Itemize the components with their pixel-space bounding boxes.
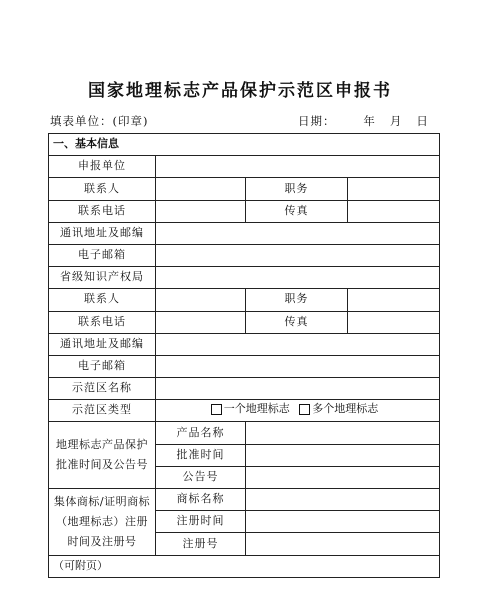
- fax-field[interactable]: [348, 200, 440, 222]
- product-name-label: 产品名称: [156, 422, 246, 444]
- provincial-ip-office-field[interactable]: [156, 267, 440, 289]
- contact-person-field[interactable]: [156, 178, 246, 200]
- contact-person-label: 联系人: [49, 178, 156, 200]
- office-address-zip-field[interactable]: [156, 333, 440, 355]
- appendix-note: （可附页）: [49, 555, 440, 577]
- office-email-field[interactable]: [156, 355, 440, 377]
- office-fax-label: 传真: [246, 311, 348, 333]
- section-basic-info: 一、基本信息: [49, 134, 440, 156]
- position-label: 职务: [246, 178, 348, 200]
- approval-time-field[interactable]: [246, 444, 440, 466]
- trademark-name-label: 商标名称: [156, 489, 246, 511]
- office-fax-field[interactable]: [348, 311, 440, 333]
- applicant-unit-label: 申报单位: [49, 156, 156, 178]
- applicant-unit-field[interactable]: [156, 156, 440, 178]
- office-contact-phone-field[interactable]: [156, 311, 246, 333]
- office-contact-phone-label: 联系电话: [49, 311, 156, 333]
- product-name-field[interactable]: [246, 422, 440, 444]
- registration-no-label: 注册号: [156, 533, 246, 555]
- email-label: 电子邮箱: [49, 244, 156, 266]
- trademark-name-field[interactable]: [246, 489, 440, 511]
- date-label: 日期： 年 月 日: [298, 114, 429, 128]
- zone-name-field[interactable]: [156, 378, 440, 400]
- zone-name-label: 示范区名称: [49, 378, 156, 400]
- office-address-zip-label: 通讯地址及邮编: [49, 333, 156, 355]
- multiple-gi-checkbox[interactable]: [299, 404, 310, 415]
- zone-type-options: [156, 400, 440, 422]
- registration-time-label: 注册时间: [156, 511, 246, 533]
- filling-unit-label: 填表单位：(印章): [50, 114, 149, 128]
- zone-type-label: 示范区类型: [49, 400, 156, 422]
- address-zip-label: 通讯地址及邮编: [49, 222, 156, 244]
- single-gi-checkbox[interactable]: [211, 404, 222, 415]
- trademark-label: 集体商标/证明商标（地理标志）注册时间及注册号: [49, 489, 156, 556]
- announcement-no-label: 公告号: [156, 466, 246, 488]
- announcement-no-field[interactable]: [246, 466, 440, 488]
- office-position-label: 职务: [246, 289, 348, 311]
- application-form-table: [48, 133, 440, 578]
- approval-time-label: 批准时间: [156, 444, 246, 466]
- office-contact-person-label: 联系人: [49, 289, 156, 311]
- registration-no-field[interactable]: [246, 533, 440, 555]
- single-gi-label: 一个地理标志: [223, 401, 290, 415]
- position-field[interactable]: [348, 178, 440, 200]
- office-contact-person-field[interactable]: [156, 289, 246, 311]
- contact-phone-label: 联系电话: [49, 200, 156, 222]
- document-title: 国家地理标志产品保护示范区申报书: [88, 81, 392, 101]
- office-position-field[interactable]: [348, 289, 440, 311]
- fax-label: 传真: [246, 200, 348, 222]
- zone-type-option-multiple[interactable]: [299, 402, 378, 417]
- gi-protection-label: 地理标志产品保护批准时间及公告号: [49, 422, 156, 489]
- zone-type-option-single[interactable]: [211, 402, 290, 417]
- provincial-ip-office-label: 省级知识产权局: [49, 267, 156, 289]
- email-field[interactable]: [156, 244, 440, 266]
- address-zip-field[interactable]: [156, 222, 440, 244]
- registration-time-field[interactable]: [246, 511, 440, 533]
- office-email-label: 电子邮箱: [49, 355, 156, 377]
- contact-phone-field[interactable]: [156, 200, 246, 222]
- multiple-gi-label: 多个地理标志: [312, 401, 379, 415]
